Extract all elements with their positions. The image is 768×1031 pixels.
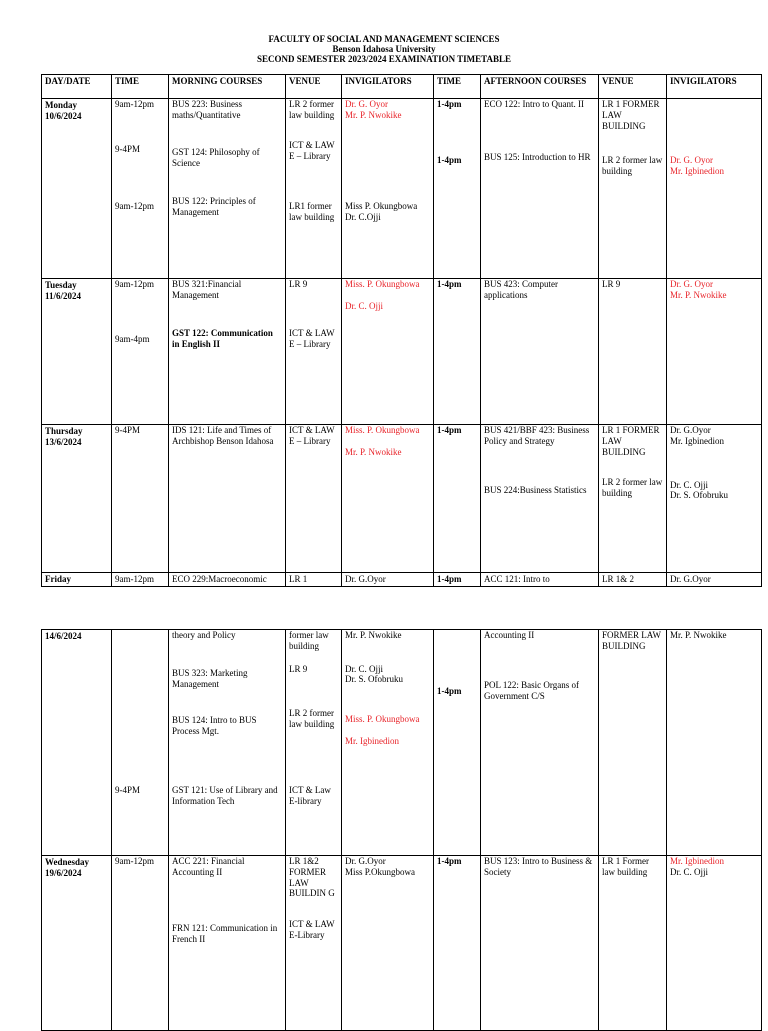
- venue-text: ICT & LAW E – Library: [289, 140, 335, 161]
- time-text: 1-4pm: [434, 573, 481, 587]
- time-text: 9am-12pm: [115, 201, 154, 211]
- afternoon-time-cell: [434, 99, 481, 279]
- col-header-invigilators-afternoon: INVIGILATORS: [667, 75, 762, 99]
- venue-text: LR 2 former law building: [289, 708, 335, 729]
- time-cell: [112, 279, 169, 425]
- day-date: 11/6/2024: [45, 290, 82, 301]
- venue-cell: [286, 99, 342, 279]
- invigilator-name: Mr. P. Nwokike: [345, 630, 402, 640]
- invigilator-name: Dr. S. Ofobruku: [670, 490, 728, 500]
- course-text: BUS 323: Marketing Management: [172, 668, 248, 689]
- timetable-page-2: [41, 629, 762, 1031]
- afternoon-venue-cell: [599, 279, 667, 425]
- day-date: 19/6/2024: [45, 867, 82, 878]
- invigilator-name: Dr. G. Oyor: [670, 279, 713, 289]
- col-header-time: TIME: [112, 75, 169, 99]
- invigilators-cell: [342, 630, 434, 856]
- header-row: [42, 75, 762, 99]
- time-text: 9am-12pm: [115, 856, 154, 866]
- time-text: 9-4PM: [115, 785, 141, 795]
- venue-cell: [286, 856, 342, 1031]
- course-text: IDS 121: Life and Times of Archbishop Benson Idahosa: [172, 425, 274, 446]
- invigilator-name: Dr. G. Oyor: [345, 99, 388, 109]
- invigilator-name: Dr. G.Oyor: [670, 425, 711, 435]
- day-cell: [42, 279, 112, 425]
- venue-text: FORMER LAW BUILDING: [602, 630, 661, 651]
- course-text: ACC 221: Financial Accounting II: [172, 856, 245, 877]
- invigilator-name: Dr. G. Oyor: [670, 155, 713, 165]
- invigilator-name: Miss. P. Okungbowa: [345, 425, 420, 435]
- invigilator-name: Mr. Igbinedion: [670, 436, 724, 446]
- venue-text: LR 9: [602, 279, 621, 289]
- col-header-morning: MORNING COURSES: [169, 75, 286, 99]
- friday-row-part2: [42, 630, 762, 856]
- afternoon-course-cell: [481, 856, 599, 1031]
- afternoon-time-cell: [434, 279, 481, 425]
- day-name: Tuesday: [45, 280, 77, 290]
- afternoon-invigilators-cell: [667, 856, 762, 1031]
- afternoon-venue-cell: [599, 630, 667, 856]
- course-text: GST 121: Use of Library and Information Tech: [172, 785, 278, 806]
- thursday-row: [42, 425, 762, 573]
- afternoon-course-cell: [481, 279, 599, 425]
- venue-text: ICT & LAW E – Library: [289, 425, 335, 446]
- morning-course-cell: [169, 99, 286, 279]
- time-text: 1-4pm: [437, 856, 462, 866]
- afternoon-time-cell: [434, 856, 481, 1031]
- morning-course-cell: [169, 630, 286, 856]
- wednesday-row: [42, 856, 762, 1031]
- friday-row-part1: [42, 573, 762, 587]
- course-text: BUS 125: Introduction to HR: [484, 152, 591, 162]
- venue-text: ICT & LAW E – Library: [289, 328, 335, 349]
- venue-text: LR 9: [289, 664, 308, 674]
- day-cell: [42, 856, 112, 1031]
- time-text: 9-4PM: [115, 144, 141, 154]
- invigilator-name: Dr. G.Oyor: [342, 573, 434, 587]
- venue-text: LR 2 former law building: [289, 99, 335, 120]
- venue-text: LR 1: [286, 573, 342, 587]
- course-text: ECO 122: Intro to Quant. II: [484, 99, 584, 109]
- time-text: 1-4pm: [437, 686, 462, 696]
- venue-text: LR 1 FORMER LAW BUILDING: [602, 99, 660, 131]
- monday-row: [42, 99, 762, 279]
- time-cell: [112, 630, 169, 856]
- invigilator-name: Miss P. Okungbowa: [345, 201, 418, 211]
- morning-course-cell: [169, 856, 286, 1031]
- invigilator-name: Miss P.Okungbowa: [345, 867, 416, 877]
- morning-course-cell: [169, 425, 286, 573]
- col-header-afternoon: AFTERNOON COURSES: [481, 75, 599, 99]
- afternoon-invigilators-cell: [667, 99, 762, 279]
- afternoon-time-cell: [434, 630, 481, 856]
- day-name: Monday: [45, 100, 78, 110]
- invigilator-name: Dr. C. Ojji: [345, 664, 384, 674]
- venue-text: ICT & LAW E-Library: [289, 919, 335, 940]
- time-text: 1-4pm: [437, 99, 462, 109]
- course-text: POL 122: Basic Organs of Government C/S: [484, 680, 579, 701]
- venue-text: LR 1 FORMER LAW BUILDING: [602, 425, 660, 457]
- venue-text: LR 2 former law building: [602, 477, 663, 498]
- invigilator-name: Dr. G.Oyor: [667, 573, 762, 587]
- invigilator-name: Mr. Igbinedion: [670, 856, 724, 866]
- day-cell: [42, 99, 112, 279]
- afternoon-invigilators-cell: [667, 425, 762, 573]
- course-text: theory and Policy: [172, 630, 236, 640]
- morning-course-cell: [169, 279, 286, 425]
- faculty-name: FACULTY OF SOCIAL AND MANAGEMENT SCIENCES: [268, 34, 500, 44]
- time-text: 9am-12pm: [112, 573, 169, 587]
- time-text: 9am-4pm: [115, 334, 150, 344]
- invigilator-name: Mr. P. Nwokike: [345, 110, 402, 120]
- invigilators-cell: [342, 279, 434, 425]
- col-header-time-afternoon: TIME: [434, 75, 481, 99]
- col-header-venue-afternoon: VENUE: [599, 75, 667, 99]
- day-name: Wednesday: [45, 857, 90, 867]
- venue-cell: [286, 425, 342, 573]
- course-text: FRN 121: Communication in French II: [172, 923, 278, 944]
- invigilator-name: Dr. C. Ojji: [670, 480, 709, 490]
- invigilator-name: Mr. Igbinedion: [345, 736, 399, 746]
- invigilators-cell: [342, 99, 434, 279]
- afternoon-venue-cell: [599, 856, 667, 1031]
- afternoon-invigilators-cell: [667, 630, 762, 856]
- invigilator-name: Mr. Igbinedion: [670, 166, 724, 176]
- invigilator-name: Mr. P. Nwokike: [670, 630, 727, 640]
- invigilator-name: Mr. P. Nwokike: [345, 447, 402, 457]
- timetable-title: SECOND SEMESTER 2023/2024 EXAMINATION TIMETABLE: [256, 53, 512, 64]
- col-header-invigilators: INVIGILATORS: [342, 75, 434, 99]
- invigilator-name: Miss. P. Okungbowa: [345, 714, 420, 724]
- course-text: BUS 423: Computer applications: [484, 279, 559, 300]
- tuesday-row: [42, 279, 762, 425]
- afternoon-invigilators-cell: [667, 279, 762, 425]
- afternoon-time-cell: [434, 425, 481, 573]
- invigilators-cell: [342, 425, 434, 573]
- venue-text: LR 2 former law building: [602, 155, 663, 176]
- course-text: BUS 224:Business Statistics: [484, 485, 587, 495]
- day-cell: [42, 630, 112, 856]
- afternoon-venue-cell: [599, 425, 667, 573]
- time-text: 1-4pm: [437, 155, 462, 165]
- afternoon-course-cell: [481, 99, 599, 279]
- invigilator-name: Mr. P. Nwokike: [670, 290, 727, 300]
- university-name: Benson Idahosa University: [332, 43, 436, 54]
- course-text: BUS 321:Financial Management: [172, 279, 242, 300]
- course-text: BUS 123: Intro to Business & Society: [484, 856, 593, 877]
- document-title: [0, 35, 768, 65]
- afternoon-course-cell: [481, 630, 599, 856]
- invigilator-name: Dr. C. Ojji: [670, 867, 709, 877]
- course-text: Accounting II: [484, 630, 535, 640]
- venue-text: LR 9: [289, 279, 308, 289]
- invigilator-name: Dr. C.Ojji: [345, 212, 381, 222]
- course-text: BUS 223: Business maths/Quantitative: [172, 99, 243, 120]
- course-text: ACC 121: Intro to: [481, 573, 599, 587]
- day-date: 13/6/2024: [45, 436, 82, 447]
- course-text: ECO 229:Macroeconomic: [169, 573, 286, 587]
- day-date: 14/6/2024: [45, 631, 82, 641]
- course-text: BUS 122: Principles of Management: [172, 196, 256, 217]
- venue-text: former law building: [289, 630, 329, 651]
- venue-text: LR 1& 2: [599, 573, 667, 587]
- course-text: BUS 124: Intro to BUS Process Mgt.: [172, 715, 257, 736]
- day-date: 10/6/2024: [45, 110, 82, 121]
- course-text: GST 122: Communication in English II: [172, 328, 273, 349]
- venue-cell: [286, 630, 342, 856]
- afternoon-course-cell: [481, 425, 599, 573]
- day-name: Friday: [42, 573, 112, 587]
- time-text: 9-4PM: [115, 425, 141, 435]
- venue-cell: [286, 279, 342, 425]
- timetable-page-1: [41, 74, 762, 587]
- invigilator-name: Dr. C. Ojji: [345, 301, 384, 311]
- venue-text: LR 1&2 FORMER LAW BUILDIN G: [289, 856, 335, 899]
- time-text: 1-4pm: [437, 425, 462, 435]
- invigilators-cell: [342, 856, 434, 1031]
- venue-text: LR1 former law building: [289, 201, 335, 222]
- time-text: 1-4pm: [437, 279, 462, 289]
- time-cell: [112, 99, 169, 279]
- col-header-day: DAY/DATE: [42, 75, 112, 99]
- invigilator-name: Miss. P. Okungbowa: [345, 279, 420, 289]
- time-cell: [112, 856, 169, 1031]
- invigilator-name: Dr. G.Oyor: [345, 856, 386, 866]
- invigilator-name: Dr. S. Ofobruku: [345, 674, 403, 684]
- course-text: GST 124: Philosophy of Science: [172, 147, 260, 168]
- time-cell: [112, 425, 169, 573]
- col-header-venue: VENUE: [286, 75, 342, 99]
- time-text: 9am-12pm: [115, 99, 154, 109]
- venue-text: LR 1 Former law building: [602, 856, 649, 877]
- course-text: BUS 421/BBF 423: Business Policy and Strategy: [484, 425, 590, 446]
- afternoon-venue-cell: [599, 99, 667, 279]
- venue-text: ICT & Law E-library: [289, 785, 331, 806]
- day-name: Thursday: [45, 426, 83, 436]
- time-text: 9am-12pm: [115, 279, 154, 289]
- day-cell: [42, 425, 112, 573]
